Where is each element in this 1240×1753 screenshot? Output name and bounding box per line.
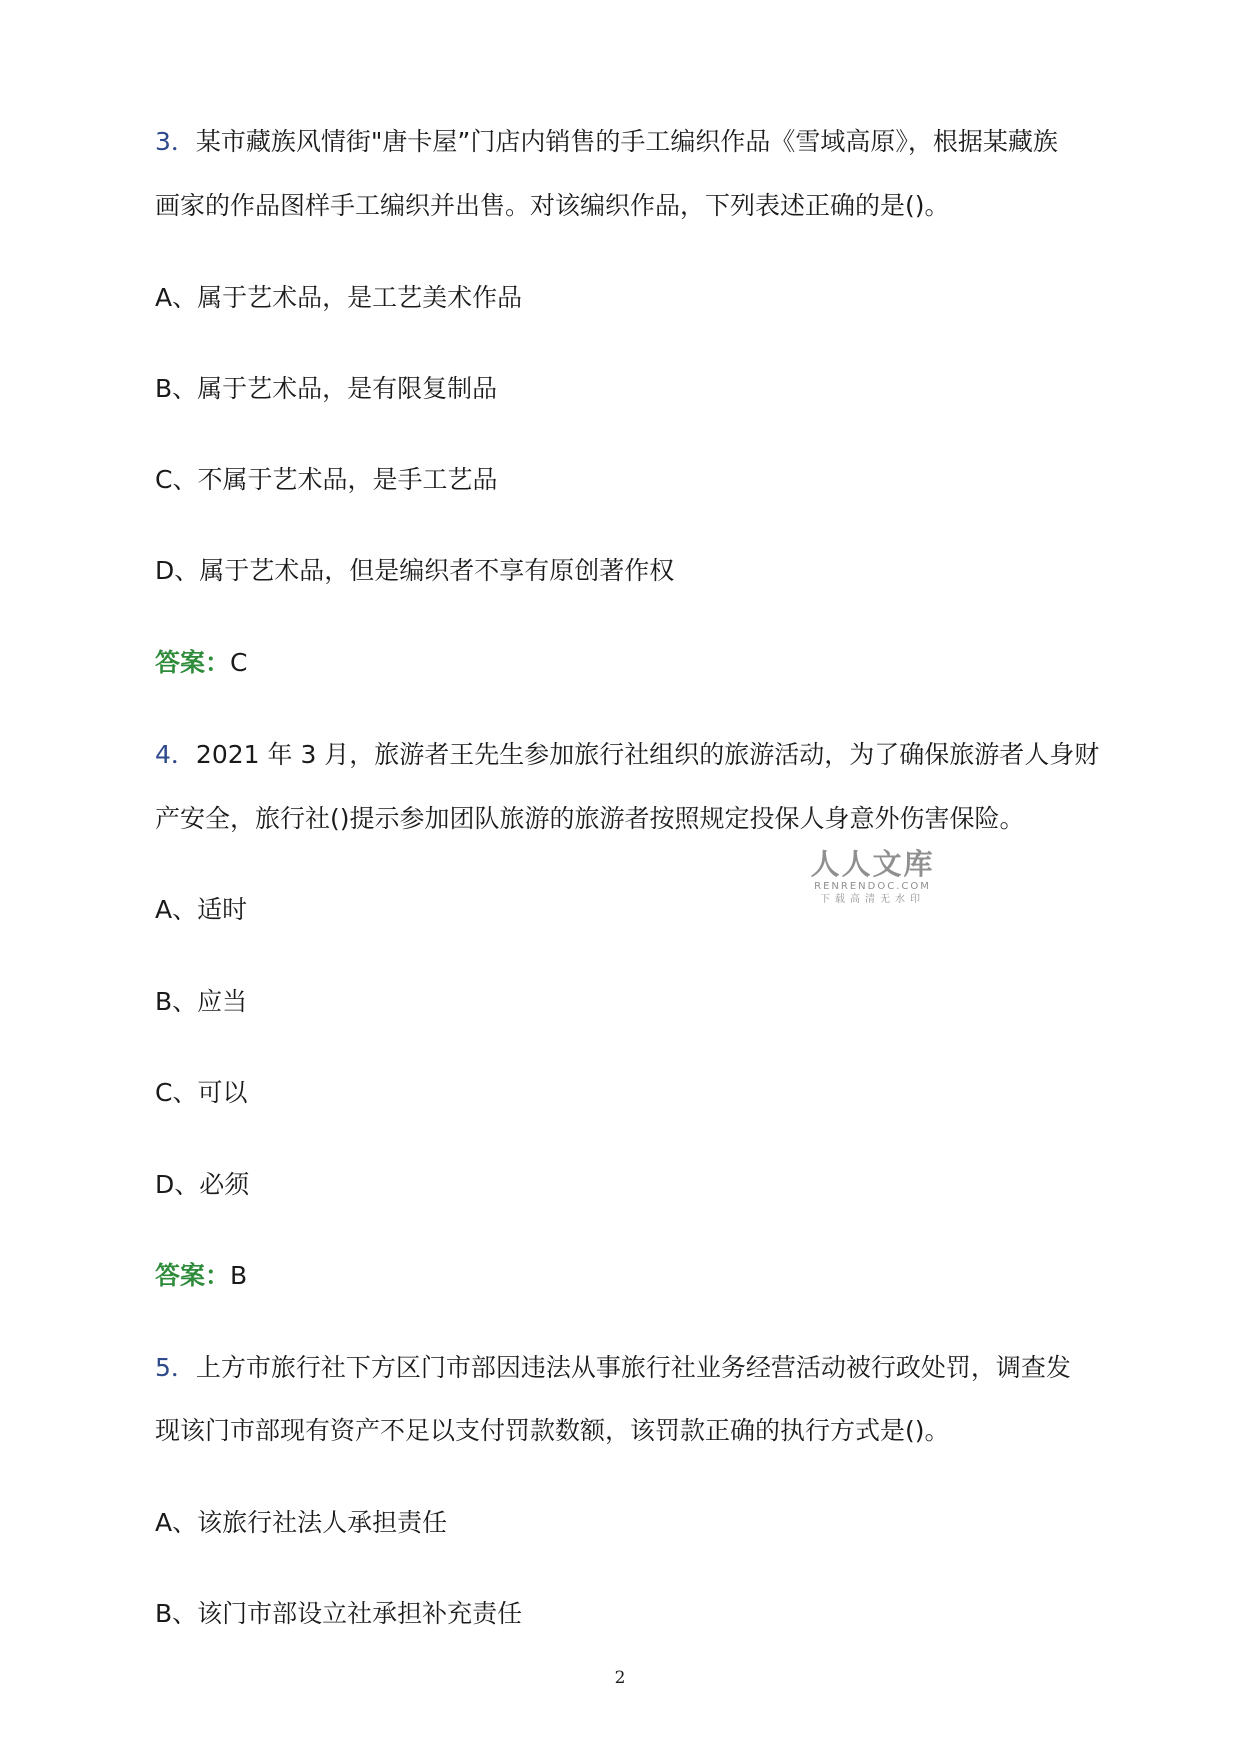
option-c: C、可以 <box>155 1078 248 1107</box>
question-text: 某市藏族风情街"唐卡屋”门店内销售的手工编织作品《雪域高原》，根据某藏族 <box>195 127 1058 156</box>
question-number: 3 <box>155 127 171 156</box>
question-text: 2021 年 3 月，旅游者王先生参加旅行社组织的旅游活动，为了确保旅游者人身财 <box>195 740 1100 769</box>
watermark-subtitle: 下载高清无水印 <box>820 894 925 905</box>
question-number-separator: ． <box>170 740 196 769</box>
option-a: A、该旅行社法人承担责任 <box>155 1508 448 1537</box>
question-number-separator: ． <box>170 127 196 156</box>
question-4-line-1 <box>155 738 1100 772</box>
watermark <box>810 848 935 906</box>
option-b: B、属于艺术品，是有限复制品 <box>155 374 498 403</box>
option-a: A、属于艺术品，是工艺美术作品 <box>155 283 523 312</box>
option-d: D、必须 <box>155 1170 250 1199</box>
question-number: 4 <box>155 740 171 769</box>
answer-label: 答案： <box>155 648 231 677</box>
option-b: B、应当 <box>155 987 248 1016</box>
option-c: C、不属于艺术品，是手工艺品 <box>155 465 498 494</box>
watermark-title: 人人文库 <box>810 847 935 881</box>
question-5-line-2: 现该门市部现有资产不足以支付罚款数额，该罚款正确的执行方式是()。 <box>155 1416 950 1445</box>
question-number-separator: ． <box>170 1353 196 1382</box>
option-b: B、该门市部设立社承担补充责任 <box>155 1599 523 1628</box>
question-5-line-1 <box>155 1351 1090 1385</box>
answer-line <box>155 1259 1090 1293</box>
question-number: 5 <box>155 1353 171 1382</box>
watermark-url: RENRENDOC.COM <box>814 881 931 892</box>
answer-label: 答案： <box>155 1261 231 1290</box>
page-number: 2 <box>614 1668 626 1688</box>
question-4-line-2: 产安全，旅行社()提示参加团队旅游的旅游者按照规定投保人身意外伤害保险。 <box>155 804 1025 833</box>
question-text: 上方市旅行社下方区门市部因违法从事旅行社业务经营活动被行政处罚，调查发 <box>195 1353 1071 1382</box>
answer-value: C <box>230 648 248 677</box>
answer-value: B <box>230 1261 248 1290</box>
question-3-line-1 <box>155 125 1090 159</box>
answer-line <box>155 646 1090 680</box>
option-a: A、适时 <box>155 895 248 924</box>
option-d: D、属于艺术品，但是编织者不享有原创著作权 <box>155 556 675 585</box>
question-3-line-2: 画家的作品图样手工编织并出售。对该编织作品，下列表述正确的是()。 <box>155 191 950 220</box>
